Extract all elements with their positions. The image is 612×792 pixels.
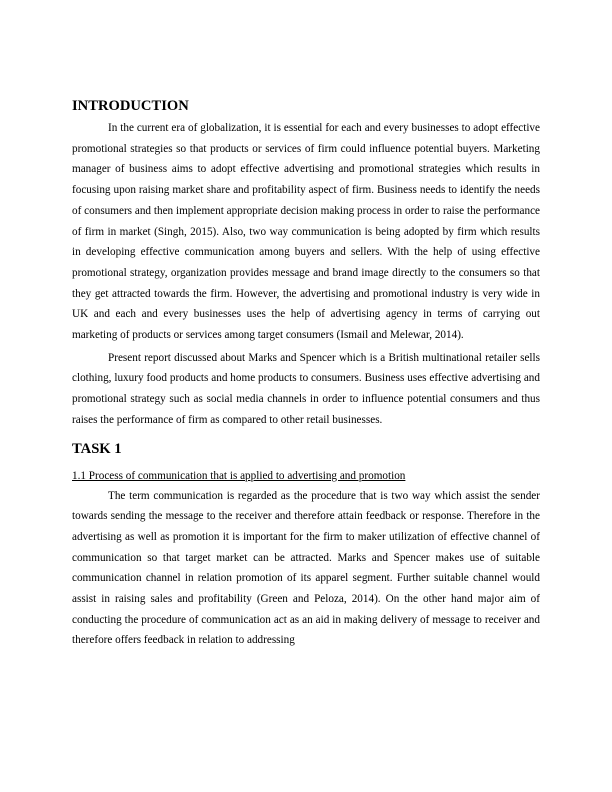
- introduction-paragraph-1: In the current era of globalization, it is essential for each and every businesses to adopt effective promotional strategies so that products or services of firm could influence potential buyers. Marketing manager of business aims to adopt effective advertising and promotional strategies which results in focusing upon raising market share and profitability aspect of firm. Business needs to identify the needs of consumers and then implement appropriate decision making process in order to raise the performance of firm in market (Singh, 2015). Also, two way communication is being adopted by firm which results in developing effective communication among buyers and sellers. With the help of using effective promotional strategy, organization provides message and brand image directly to the consumers so that they get attracted towards the firm. However, the advertising and promotional industry is very wide in UK and each and every businesses uses the help of advertising agency in terms of carrying out marketing of products or services among target consumers (Ismail and Melewar, 2014).: [72, 122, 540, 342]
- introduction-paragraph-2: Present report discussed about Marks and Spencer which is a British multinational retailer sells clothing, luxury food products and home products to consumers. Business uses effective advertising and promotional strategy such as social media channels in order to influence potential consumers and thus raises the performance of firm as compared to other retail businesses.: [72, 351, 540, 426]
- document-page: [72, 96, 540, 651]
- introduction-heading: INTRODUCTION: [72, 98, 189, 114]
- task-1-heading: TASK 1: [72, 440, 122, 457]
- section-1-1-subheading: 1.1 Process of communication that is applied to advertising and promotion: [72, 469, 406, 482]
- task-1-paragraph: The term communication is regarded as the procedure that is two way which assist the sender towards sending the message to the receiver and therefore attain feedback or response. Therefore in the advertising as well as promotion it is important for the firm to maker utilization of effective channel of communication so that target market can be attracted. Marks and Spencer makes use of suitable communication channel in relation promotion of its apparel segment. Further suitable channel would assist in raising sales and profitability (Green and Peloza, 2014). On the other hand major aim of conducting the procedure of communication act as an aid in making delivery of message to receiver and therefore offers feedback in relation to addressing: [72, 489, 540, 647]
